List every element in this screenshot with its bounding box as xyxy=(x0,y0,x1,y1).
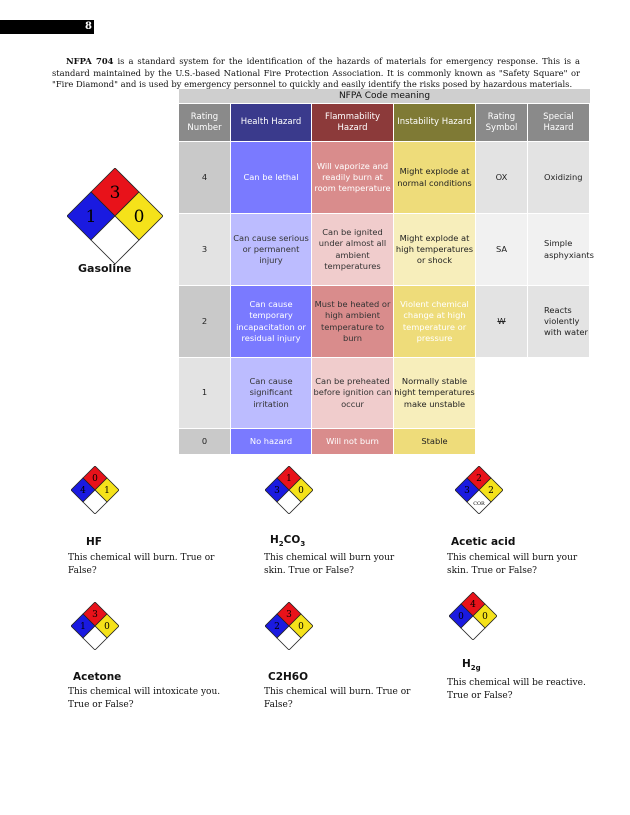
gasoline-label: Gasoline xyxy=(78,262,132,275)
cell-symbol-3: SA xyxy=(476,213,528,285)
fire-rating: 2 xyxy=(476,474,482,485)
acetic-acid-diamond xyxy=(455,466,503,518)
intro-lead: NFPA 704 xyxy=(66,56,114,66)
nfpa-diamond-svg xyxy=(71,466,119,514)
table-title: NFPA Code meaning xyxy=(179,89,590,103)
header-health: Health Hazard xyxy=(231,104,312,141)
health-rating: 4 xyxy=(80,486,86,497)
cell-special-3: Simple asphyxiants xyxy=(528,213,590,285)
question-h2g: This chemical will be reactive. True or False? xyxy=(447,678,586,701)
fire-rating: 0 xyxy=(92,474,98,485)
question-c2h6o: This chemical will burn. True or False? xyxy=(264,687,411,710)
health-rating: 1 xyxy=(85,206,97,227)
cell-flammability-0: Will not burn xyxy=(312,428,394,454)
cell-instability-2: Violent chemical change at high temperature or pressure xyxy=(394,285,476,357)
fire-rating: 3 xyxy=(92,610,98,621)
cell-health-3: Can cause serious or permanent injury xyxy=(231,213,312,285)
nfpa-diamond-svg xyxy=(265,602,313,650)
formula-part: H xyxy=(462,658,471,670)
fire-rating: 1 xyxy=(286,474,292,485)
header-symbol: Rating Symbol xyxy=(476,104,528,141)
intro-text: is a standard system for the identification of the hazards of materials for emergency response. This is a standard maintained by the U.S.-based National Fire Protection Association. It is commonly known as "Safety Square" or "Fire Diamond" and is used by emergency personnel to quickly and easily identify the risks posed by hazardous materials. xyxy=(52,56,580,89)
cell-flammability-3: Can be ignited under almost all ambient temperatures xyxy=(312,213,394,285)
nfpa-diamond-svg xyxy=(449,592,497,640)
instability-rating: 1 xyxy=(104,486,110,497)
chemical-name-acetone: Acetone xyxy=(73,671,122,683)
cell-symbol-2: W xyxy=(476,285,528,357)
page-number-bar xyxy=(0,20,94,34)
question-h2co3: This chemical will burn your skin. True or False? xyxy=(264,553,395,576)
question-hf: This chemical will burn. True or False? xyxy=(68,553,215,576)
cell-rating-0: 0 xyxy=(179,428,231,454)
nfpa-diamond-svg xyxy=(455,466,503,514)
health-rating: 0 xyxy=(458,612,464,623)
formula-sub: 2g xyxy=(470,664,481,673)
formula-sub: 3 xyxy=(300,540,306,549)
instability-rating: 0 xyxy=(298,622,304,633)
question-acetic-acid: This chemical will burn your skin. True or False? xyxy=(447,553,578,576)
fire-rating: 3 xyxy=(286,610,292,621)
nfpa-diamond-svg xyxy=(265,466,313,514)
instability-rating: 2 xyxy=(488,486,494,497)
header-flammability: Flammability Hazard xyxy=(312,104,394,141)
cell-flammability-2: Must be heated or high ambient temperature to burn xyxy=(312,285,394,357)
health-rating: 1 xyxy=(80,622,86,633)
cell-flammability-4: Will vaporize and readily burn at room temperature xyxy=(312,141,394,213)
h2co3-diamond xyxy=(265,466,313,518)
question-acetone: This chemical will intoxicate you. True or False? xyxy=(68,687,221,710)
chemical-name-h2co3 xyxy=(270,534,305,548)
instability-rating: 0 xyxy=(482,612,488,623)
cell-special-2: Reacts violently with water xyxy=(528,285,590,357)
intro-paragraph xyxy=(52,56,580,91)
health-rating: 3 xyxy=(274,486,280,497)
cell-rating-3: 3 xyxy=(179,213,231,285)
cell-flammability-1: Can be preheated before ignition can occur xyxy=(312,357,394,428)
instability-rating: 0 xyxy=(133,206,145,227)
health-rating: 3 xyxy=(464,486,470,497)
cell-health-2: Can cause temporary incapacitation or residual injury xyxy=(231,285,312,357)
page-number: 8 xyxy=(85,21,92,32)
fire-rating: 3 xyxy=(109,182,121,203)
cell-instability-4: Might explode at normal conditions xyxy=(394,141,476,213)
gasoline-diamond xyxy=(67,168,163,268)
cell-special-4: Oxidizing xyxy=(528,141,590,213)
cell-instability-3: Might explode at high temperatures or shock xyxy=(394,213,476,285)
chemical-name-acetic-acid: Acetic acid xyxy=(451,536,516,548)
cell-rating-4: 4 xyxy=(179,141,231,213)
formula-sub: 2 xyxy=(278,540,284,549)
cell-health-4: Can be lethal xyxy=(231,141,312,213)
cell-instability-0: Stable xyxy=(394,428,476,454)
instability-rating: 0 xyxy=(298,486,304,497)
header-rating: Rating Number xyxy=(179,104,231,141)
chemical-name-hf: HF xyxy=(86,536,102,548)
chemical-name-c2h6o: C2H6O xyxy=(268,671,309,683)
h2g-diamond xyxy=(449,592,497,644)
nfpa-table xyxy=(179,89,594,454)
fire-rating: 4 xyxy=(470,600,476,611)
hf-diamond xyxy=(71,466,119,518)
cell-health-1: Can cause significant irritation xyxy=(231,357,312,428)
header-instability: Instability Hazard xyxy=(394,104,476,141)
formula-part: CO xyxy=(283,534,301,546)
chemical-name-h2g xyxy=(462,658,481,672)
cell-rating-2: 2 xyxy=(179,285,231,357)
special-rating: COR xyxy=(473,501,485,508)
health-rating: 2 xyxy=(274,622,280,633)
header-special: Special Hazard xyxy=(528,104,590,141)
acetone-diamond xyxy=(71,602,119,654)
cell-rating-1: 1 xyxy=(179,357,231,428)
instability-rating: 0 xyxy=(104,622,110,633)
cell-instability-1: Normally stable hight temperatures make unstable xyxy=(394,357,476,428)
formula-part: H xyxy=(270,534,279,546)
nfpa-diamond-svg xyxy=(67,168,163,264)
cell-health-0: No hazard xyxy=(231,428,312,454)
cell-symbol-4: OX xyxy=(476,141,528,213)
nfpa-diamond-svg xyxy=(71,602,119,650)
c2h6o-diamond xyxy=(265,602,313,654)
